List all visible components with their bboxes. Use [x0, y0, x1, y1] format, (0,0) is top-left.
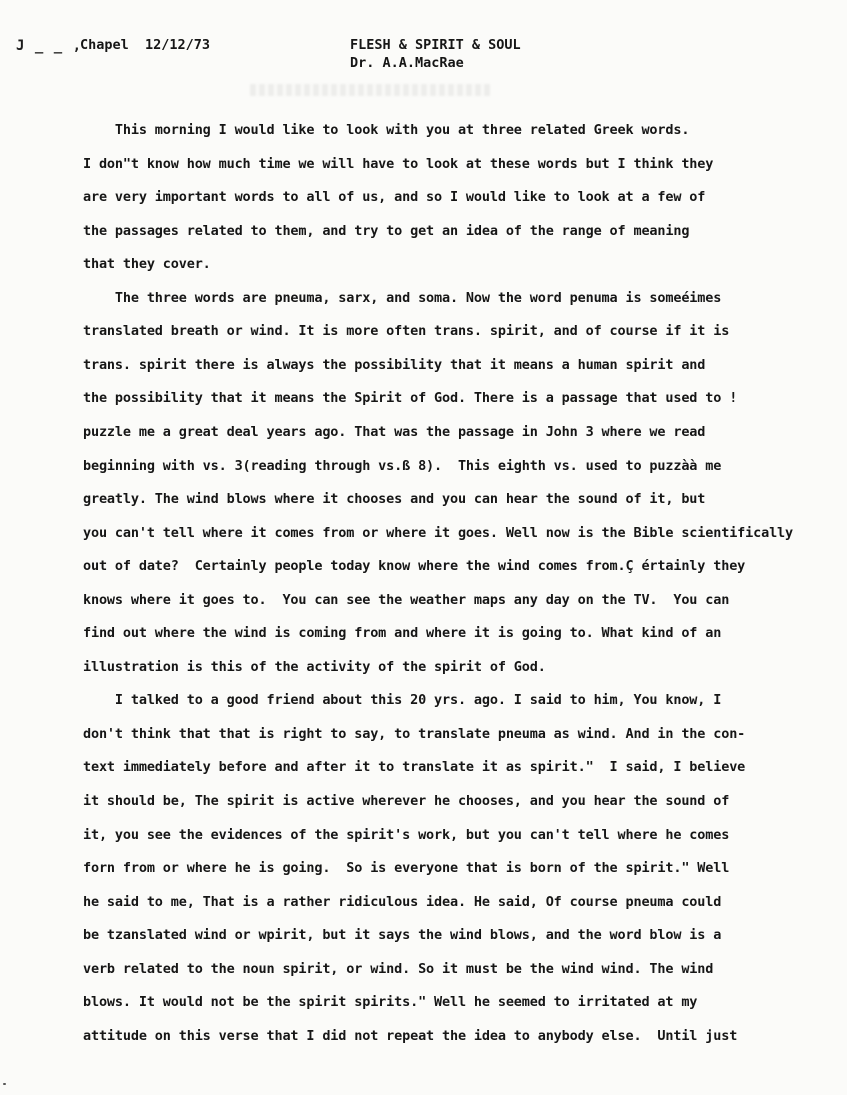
- document-title: FLESH & SPIRIT & SOUL: [350, 37, 521, 53]
- text-line: I talked to a good friend about this 20 yrs. ago. I said to him, You know, I: [83, 692, 722, 709]
- text-line: The three words are pneuma, sarx, and soma. Now the word penuma is someéimes: [83, 289, 722, 306]
- author: Dr. A.A.MacRae: [350, 55, 464, 71]
- text-line: don't think that that is right to say, to translate pneuma as wind. And in the con-: [83, 725, 746, 742]
- text-line: trans. spirit there is always the possibility that it means a human spirit and: [83, 356, 706, 373]
- paper-speck: [3, 1083, 6, 1085]
- text-line: I don"t know how much time we will have to look at these words but I think they: [83, 155, 714, 172]
- text-line: verb related to the noun spirit, or wind. So it must be the wind wind. The wind: [83, 960, 714, 977]
- text-line: it should be, The spirit is active wherever he chooses, and you hear the sound of: [83, 793, 730, 809]
- text-line: translated breath or wind. It is more often trans. spirit, and of course if it is: [83, 323, 730, 340]
- text-line: out of date? Certainly people today know where the wind comes from.Ç értainly they: [83, 558, 746, 575]
- text-line: you can't tell where it comes from or where it goes. Well now is the Bible scientifically: [83, 524, 794, 541]
- text-line: that they cover.: [83, 256, 211, 273]
- text-line: are very important words to all of us, and so I would like to look at a few of: [83, 189, 706, 206]
- text-line: he said to me, That is a rather ridiculous idea. He said, Of course pneuma could: [83, 893, 722, 910]
- event-date: Chapel 12/12/73: [80, 37, 211, 53]
- text-line: greatly. The wind blows where it chooses and you can hear the sound of it, but: [83, 491, 706, 508]
- text-line: knows where it goes to. You can see the weather maps any day on the TV. You can: [83, 591, 730, 608]
- text-line: beginning with vs. 3(reading through vs.ß 8). This eighth vs. used to puzzàà me: [83, 457, 722, 474]
- text-line: illustration is this of the activity of the spirit of God.: [83, 658, 546, 675]
- text-line: text immediately before and after it to translate it as spirit." I said, I believe: [83, 759, 746, 776]
- text-line: find out where the wind is coming from and where it is going to. What kind of an: [83, 625, 722, 642]
- text-line: the passages related to them, and try to get an idea of the range of meaning: [83, 222, 690, 239]
- text-line: it, you see the evidences of the spirit's work, but you can't tell where he comes: [83, 826, 730, 843]
- text-line: the possibility that it means the Spirit of God. There is a passage that used to !: [83, 390, 738, 407]
- header-block: [350, 37, 521, 73]
- text-line: This morning I would like to look with you at three related Greek words.: [83, 122, 690, 138]
- text-line: puzzle me a great deal years ago. That was the passage in John 3 where we read: [83, 423, 706, 440]
- text-line: blows. It would not be the spirit spirits." Well he seemed to irritated at my: [83, 994, 698, 1011]
- text-line: be tzanslated wind or wpirit, but it says the wind blows, and the word blow is a: [83, 927, 722, 944]
- bleed-through-text: [250, 84, 490, 96]
- page-mark: J _ _ ,: [16, 38, 83, 54]
- text-line: forn from or where he is going. So is everyone that is born of the spirit." Well: [83, 860, 730, 877]
- text-line: attitude on this verse that I did not repeat the idea to anybody else. Until just: [83, 1027, 738, 1044]
